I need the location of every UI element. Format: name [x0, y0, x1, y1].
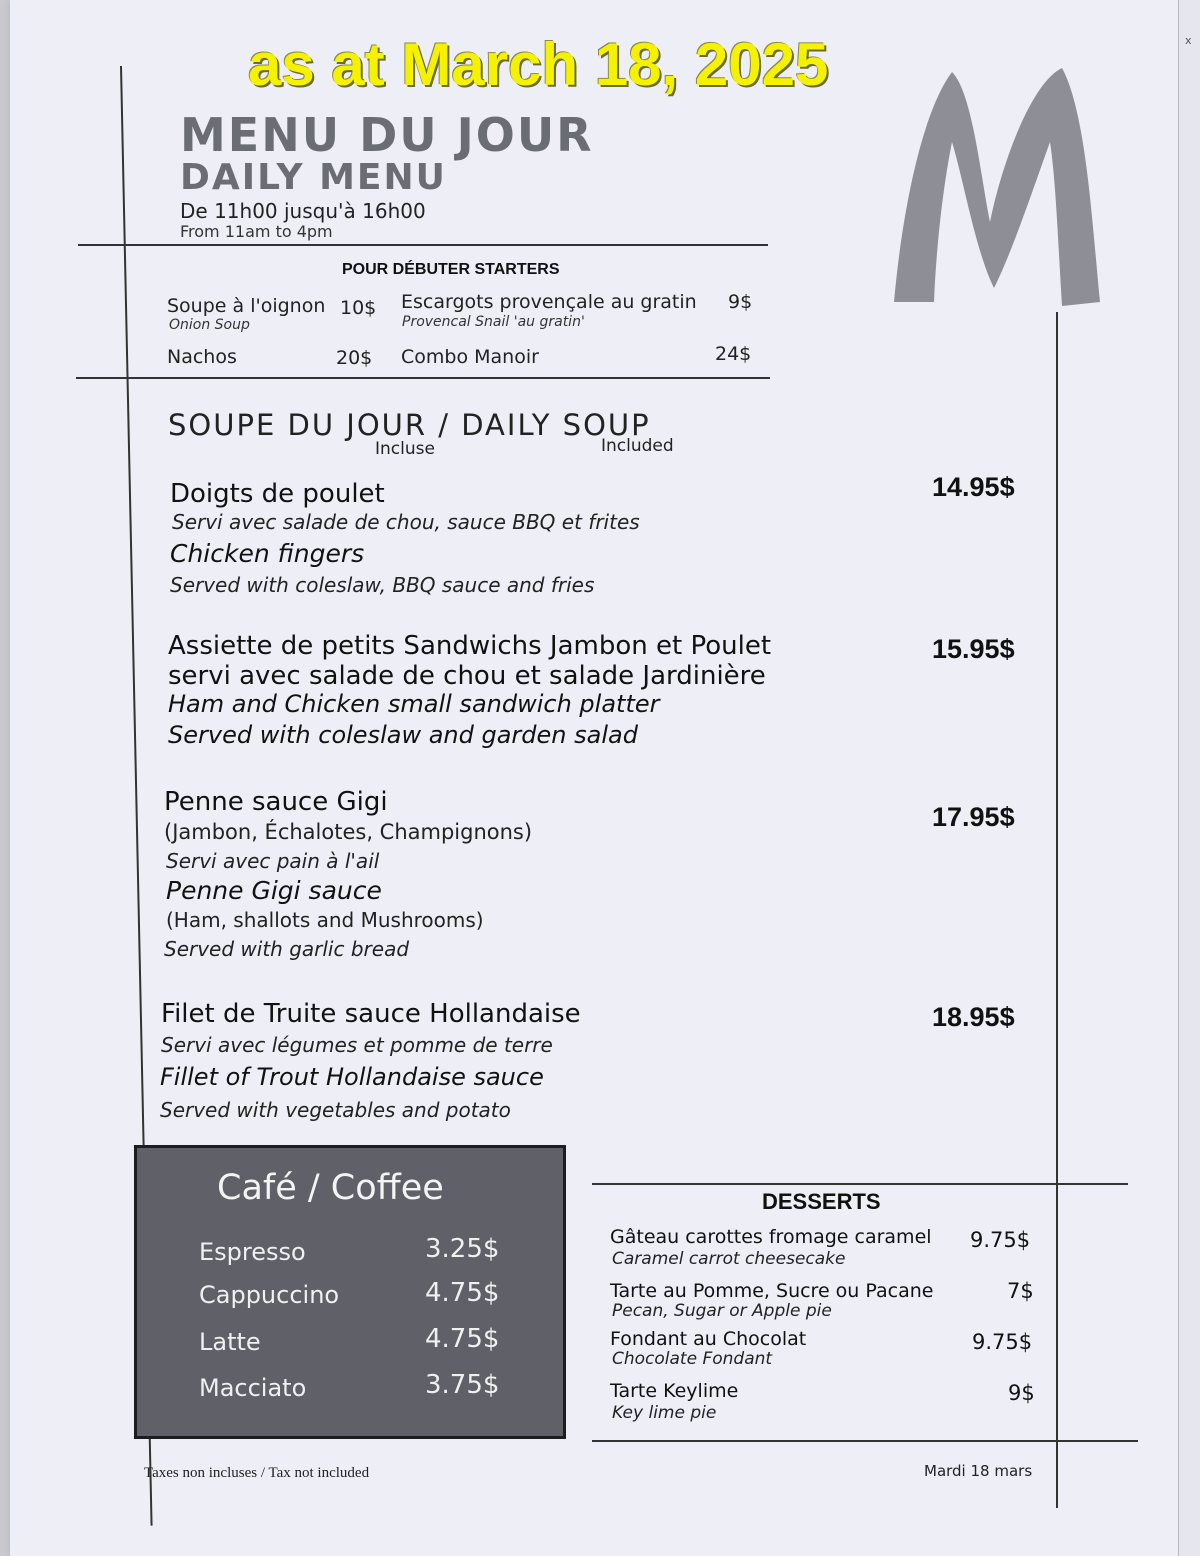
dish-price: 18.95$: [932, 1002, 1015, 1032]
dish-name-fr-line2: servi avec salade de chou et salade Jardinière: [168, 661, 766, 691]
dish-name-en: Fillet of Trout Hollandaise sauce: [160, 1063, 544, 1091]
menu-title-en: DAILY MENU: [180, 157, 447, 198]
dessert-sub: Caramel carrot cheesecake: [612, 1249, 846, 1269]
dish-desc-fr: Servi avec légumes et pomme de terre: [161, 1033, 553, 1057]
coffee-item-price: 3.25$: [425, 1234, 500, 1264]
manoir-m-logo: [872, 52, 1112, 322]
dish-desc-fr: Servi avec salade de chou, sauce BBQ et frites: [172, 510, 640, 534]
soup-included-fr: Incluse: [375, 439, 435, 459]
dessert-sub: Key lime pie: [612, 1403, 717, 1423]
coffee-item-price: 4.75$: [425, 1324, 500, 1354]
dessert-price: 9.75$: [972, 1330, 1033, 1354]
dish-desc-en: Served with coleslaw, BBQ sauce and fries: [170, 573, 595, 597]
dish-name-fr: Filet de Truite sauce Hollandaise: [161, 999, 581, 1029]
dish-price: 15.95$: [932, 634, 1015, 664]
starter-sub: Provencal Snail 'au gratin': [402, 314, 585, 330]
dish-name-en: Chicken fingers: [170, 539, 365, 568]
starters-heading: POUR DÉBUTER STARTERS: [342, 261, 560, 278]
dish-desc-en: Served with vegetables and potato: [160, 1098, 511, 1122]
menu-date: Mardi 18 mars: [924, 1462, 1033, 1480]
dessert-price: 9$: [1008, 1381, 1035, 1405]
starter-price: 20$: [336, 347, 373, 369]
dessert-name: Tarte au Pomme, Sucre ou Pacane: [610, 1280, 934, 1302]
hours-fr: De 11h00 jusqu'à 16h00: [180, 199, 426, 223]
dish-name-en: Penne Gigi sauce: [166, 876, 382, 905]
desserts-top-rule: [592, 1183, 1128, 1185]
coffee-title: Café / Coffee: [217, 1168, 444, 1208]
coffee-item-price: 4.75$: [425, 1278, 500, 1308]
hours-en: From 11am to 4pm: [180, 222, 333, 241]
dessert-price: 9.75$: [970, 1228, 1031, 1252]
starter-name: Combo Manoir: [401, 346, 539, 368]
dish-desc-en: Served with garlic bread: [164, 937, 410, 961]
dish-price: 14.95$: [932, 472, 1015, 502]
soup-title: SOUPE DU JOUR / DAILY SOUP: [168, 408, 651, 442]
dish-price: 17.95$: [932, 802, 1015, 832]
taxes-note: Taxes non incluses / Tax not included: [144, 1465, 370, 1481]
starter-price: 24$: [715, 343, 752, 365]
desserts-heading: DESSERTS: [762, 1189, 881, 1214]
coffee-item-name: Latte: [199, 1328, 261, 1356]
coffee-item-name: Espresso: [199, 1238, 306, 1266]
starters-rule: [76, 377, 770, 379]
dish-name-fr: Doigts de poulet: [170, 479, 385, 509]
starter-price: 9$: [728, 291, 753, 313]
dessert-price: 7$: [1007, 1279, 1034, 1303]
starter-price: 10$: [340, 297, 377, 319]
coffee-item-price: 3.75$: [425, 1370, 500, 1400]
right-border-line: [1056, 312, 1058, 1508]
starter-sub: Onion Soup: [169, 317, 250, 333]
menu-title-fr: MENU DU JOUR: [180, 108, 594, 162]
coffee-item-name: Macciato: [199, 1374, 307, 1402]
starter-name: Soupe à l'oignon: [167, 295, 326, 317]
dish-detail-fr: (Jambon, Échalotes, Champignons): [164, 820, 533, 844]
dish-desc-en: Served with coleslaw and garden salad: [168, 721, 638, 749]
dish-name-fr: Assiette de petits Sandwichs Jambon et Poulet: [168, 631, 772, 661]
background-page-edge: x: [1178, 0, 1200, 1556]
dish-name-fr: Penne sauce Gigi: [164, 787, 388, 817]
coffee-item-name: Cappuccino: [199, 1281, 340, 1309]
starter-name: Nachos: [167, 346, 237, 368]
dish-name-en: Ham and Chicken small sandwich platter: [168, 690, 660, 718]
header-rule: [78, 244, 768, 246]
dessert-sub: Pecan, Sugar or Apple pie: [612, 1301, 832, 1321]
starter-name: Escargots provençale au gratin: [401, 291, 697, 313]
desserts-bottom-rule: [592, 1440, 1138, 1442]
dessert-name: Fondant au Chocolat: [610, 1328, 807, 1350]
dessert-name: Tarte Keylime: [610, 1380, 739, 1402]
coffee-box: [134, 1145, 566, 1439]
date-banner: as at March 18, 2025: [248, 31, 829, 98]
soup-included-en: Included: [601, 436, 674, 456]
dish-desc-fr: Servi avec pain à l'ail: [166, 849, 380, 873]
dessert-name: Gâteau carottes fromage caramel: [610, 1226, 932, 1248]
dessert-sub: Chocolate Fondant: [612, 1349, 773, 1369]
dish-detail-en: (Ham, shallots and Mushrooms): [166, 908, 484, 932]
